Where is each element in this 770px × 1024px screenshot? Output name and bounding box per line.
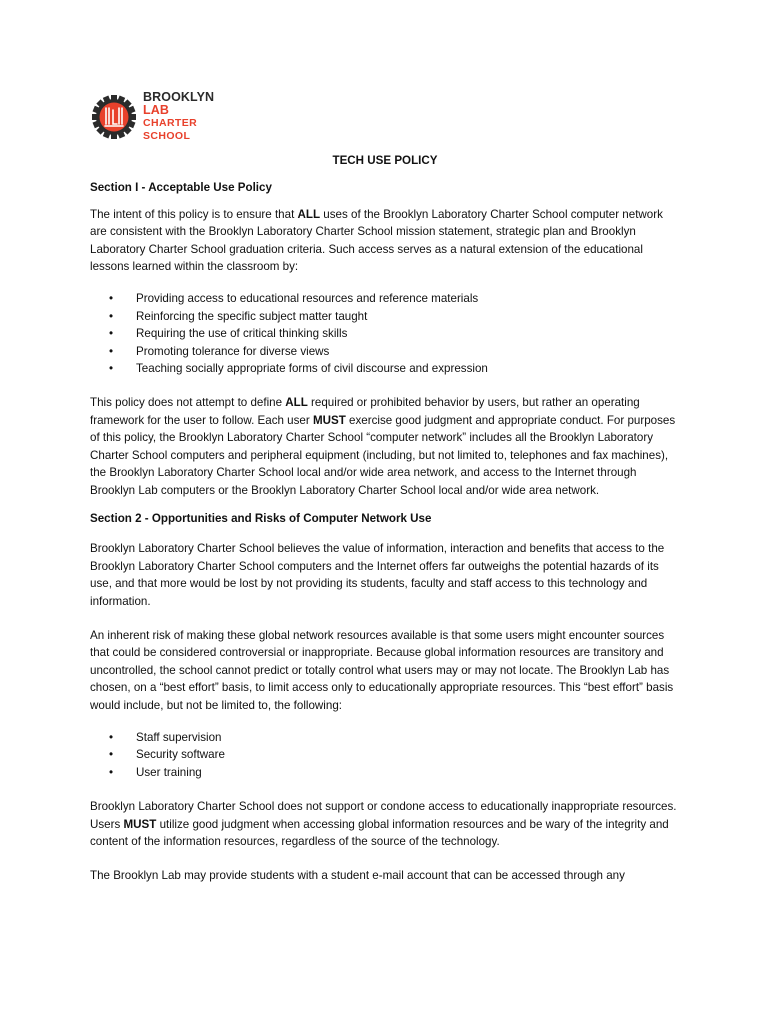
school-logo: [91, 90, 241, 142]
list-item: • Promoting tolerance for diverse views: [136, 343, 680, 360]
section-2-paragraph-4: The Brooklyn Lab may provide students with a student e-mail account that can be accessed through any: [90, 869, 625, 883]
gear-logo-icon: [91, 94, 137, 140]
section-2-paragraph-1: Brooklyn Laboratory Charter School believes the value of information, interaction and benefits that access to the Brooklyn Laboratory Charter School computers and the Internet offers far outweighs the potential hazards of its use, and that more would be lost by not providing its students, faculty and staff access to this technology and information.: [90, 542, 665, 608]
section-2-bullet-list: [90, 729, 680, 781]
section-1-paragraph-2: [90, 394, 680, 498]
list-item: • Reinforcing the specific subject matter taught: [136, 308, 680, 325]
list-item: • Teaching socially appropriate forms of civil discourse and expression: [136, 360, 680, 377]
para3-bold: MUST: [123, 817, 157, 831]
logo-brooklyn: BROOKLYN: [143, 90, 215, 104]
para3-text-b: utilize good judgment when accessing global information resources and be wary of the integrity and content of the information resources, regardless of the source of the technology.: [90, 817, 669, 848]
section-1-heading: Section I - Acceptable Use Policy: [90, 181, 272, 195]
para2-bold-2: MUST: [312, 413, 346, 427]
logo-lab: LAB: [143, 103, 169, 117]
para3-text-a: Brooklyn Laboratory Charter School does not support or condone access to educationally inappropriate resources. Users: [90, 800, 677, 831]
list-item: • Security software: [136, 746, 680, 763]
list-item: • Providing access to educational resources and reference materials: [136, 290, 680, 307]
section-2-heading: Section 2 - Opportunities and Risks of Computer Network Use: [90, 511, 432, 525]
section-1-intro: [90, 206, 680, 276]
document-title: TECH USE POLICY: [332, 154, 438, 167]
logo-line-2: CHARTER SCHOOL: [143, 117, 198, 142]
section-2-paragraph-3: [90, 798, 680, 850]
para2-text-a: This policy does not attempt to define: [90, 396, 286, 410]
list-item: • Staff supervision: [136, 729, 680, 746]
section-2-paragraph-2: An inherent risk of making these global network resources available is that some users might encounter sources that could be considered controversial or inappropriate. Because global information resources are transitory and uncontrolled, the school cannot predict or totally control what users may or may not locate. The Brooklyn Lab has chosen, on a “best effort” basis, to limit access only to educationally appropriate resources. This “best effort” basis would include, but not be limited to, the following:: [90, 628, 674, 712]
intro-text-a: The intent of this policy is to ensure that: [90, 207, 298, 221]
list-item: • Requiring the use of critical thinking skills: [136, 325, 680, 342]
logo-line-1: [143, 91, 241, 117]
section-1-bullet-list: [90, 290, 680, 377]
intro-bold: ALL: [297, 207, 321, 221]
intro-text-b: uses of the Brooklyn Laboratory Charter School computer network are consistent with the Brooklyn Laboratory Charter School mission statement, strategic plan and Brooklyn Laboratory Charter School graduation criteria. Such access serves as a natural extension of the educational lessons learned within the classroom by:: [90, 207, 663, 274]
logo-wordmark: [143, 91, 241, 143]
document-body: [90, 152, 680, 885]
para2-text-c: exercise good judgment and appropriate conduct. For purposes of this policy, the Brooklyn Laboratory Charter School “computer network” includes all the Brooklyn Laboratory Charter School computers and peripheral equipment (including, but not limited to, telephones and fax machines), the Brooklyn Laboratory Charter School local and/or wide area network, and access to the Internet through Brooklyn Lab computers or the Brooklyn Laboratory Charter School local and/or wide area network.: [90, 413, 676, 497]
list-item: • User training: [136, 764, 680, 781]
para2-text-b: required or prohibited behavior by users, but rather an operating framework for the user to follow. Each user: [90, 396, 640, 427]
para2-bold-1: ALL: [285, 396, 308, 410]
